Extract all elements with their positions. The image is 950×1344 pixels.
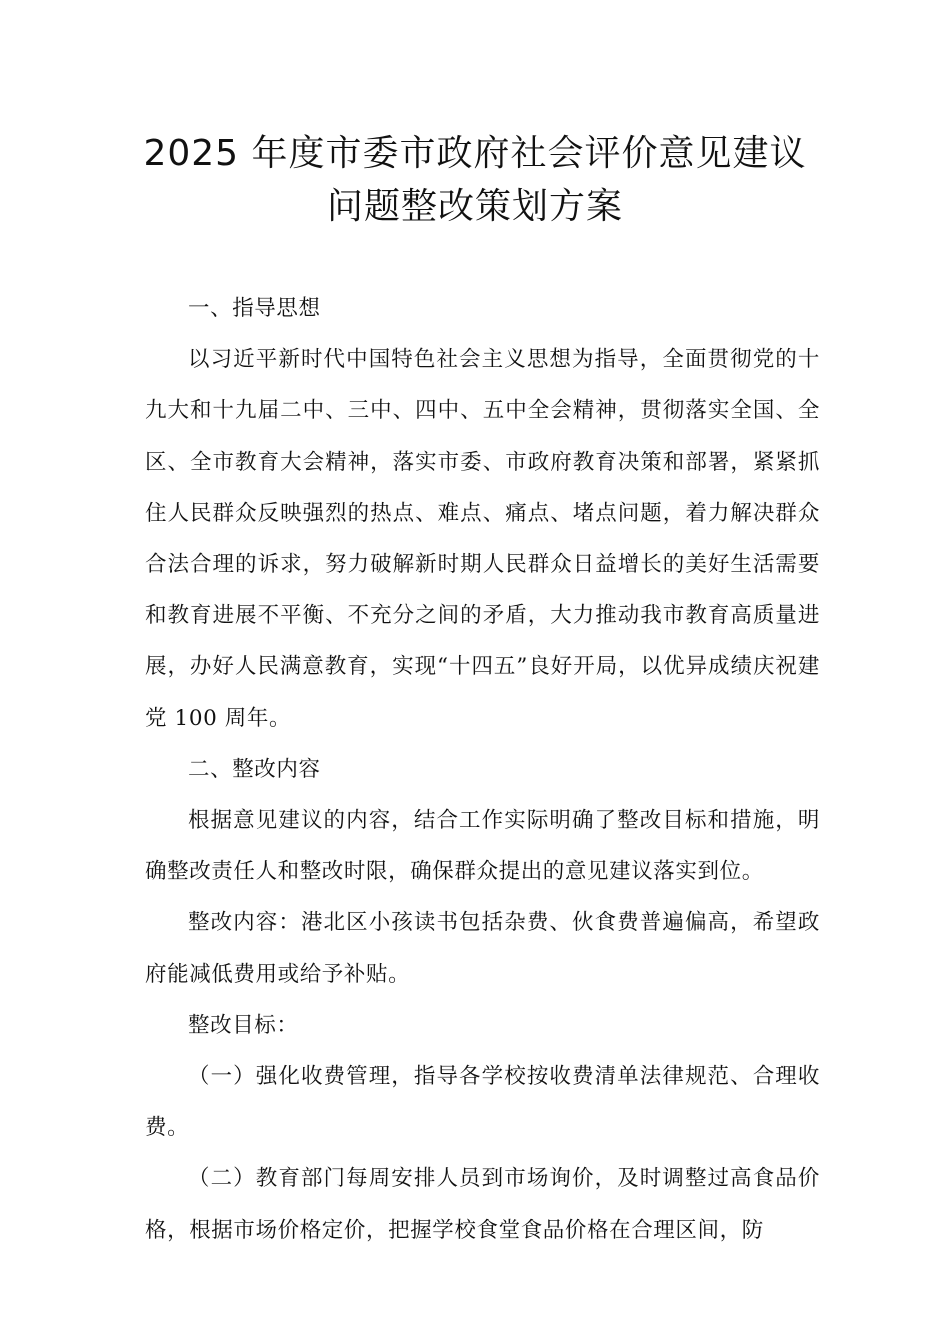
document-title-line-1: 2025 年度市委市政府社会评价意见建议 <box>143 133 807 174</box>
paragraph-guiding-ideology: 以习近平新时代中国特色社会主义思想为指导，全面贯彻党的十九大和十九届二中、三中、四中、五中全会精神，贯彻落实全国、全区、全市教育大会精神，落实市委、市政府教育决策和部署，紧紧抓住人民群众反映强烈的热点、难点、痛点、堵点问题，着力解决群众合法合理的诉求，努力破解新时期人民群众日益增长的美好生活需要和教育进展不平衡、不充分之间的矛盾，大力推动我市教育高质量进展，办好人民满意教育，实现“十四五”良好开局，以优异成绩庆祝建党 100 周年。 <box>145 347 820 731</box>
paragraph-goal-item-1: （一）强化收费管理，指导各学校按收费清单法律规范、合理收费。 <box>145 1064 820 1141</box>
document-title-line-2: 问题整改策划方案 <box>326 186 623 227</box>
paragraph-rectification-content: 整改内容：港北区小孩读书包括杂费、伙食费普遍偏高，希望政府能减低费用或给予补贴。 <box>145 910 820 987</box>
paragraph-goal-item-2: （二）教育部门每周安排人员到市场询价，及时调整过高食品价格，根据市场价格定价，把握学校食堂食品价格在合理区间，防 <box>145 1166 820 1243</box>
paragraph-rectification-basis: 根据意见建议的内容，结合工作实际明确了整改目标和措施，明确整改责任人和整改时限，确保群众提出的意见建议落实到位。 <box>145 808 820 885</box>
section-heading-guiding-ideology: 一、指导思想 <box>188 296 321 321</box>
section-heading-rectification-content: 二、整改内容 <box>188 756 321 782</box>
paragraph-rectification-goal-heading: 整改目标： <box>188 1012 299 1038</box>
document-body <box>145 283 820 1256</box>
